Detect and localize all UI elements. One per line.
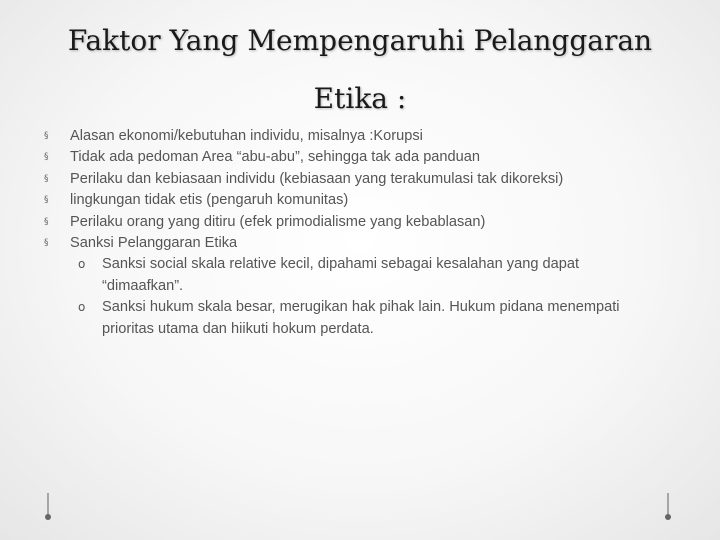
- list-item-text: Perilaku orang yang ditiru (efek primodialisme yang kebablasan): [70, 213, 486, 230]
- decorative-dot-left: [45, 514, 51, 520]
- slide-title-line-2: Etika :: [313, 82, 407, 115]
- list-item: [42, 233, 678, 254]
- list-item-text: lingkungan tidak etis (pengaruh komunitas): [70, 192, 349, 209]
- circle-bullet-icon: o: [78, 300, 86, 315]
- square-bullet-icon: §: [44, 152, 49, 163]
- list-item-text: Perilaku dan kebiasaan individu (kebiasaan yang terakumulasi tak dikoreksi): [70, 170, 564, 187]
- circle-bullet-icon: o: [78, 257, 86, 272]
- sub-list-item-text-line-2: prioritas utama dan hiikuti hokum perdata.: [102, 320, 374, 337]
- sub-list-item: [42, 297, 678, 340]
- square-bullet-icon: §: [44, 195, 49, 206]
- square-bullet-icon: §: [44, 238, 49, 249]
- list-item-text: Tidak ada pedoman Area “abu-abu”, sehingga tak ada panduan: [70, 149, 481, 166]
- square-bullet-icon: §: [44, 216, 49, 227]
- bullet-list: [42, 126, 678, 340]
- list-item-text: Sanksi Pelanggaran Etika: [70, 235, 238, 252]
- square-bullet-icon: §: [44, 173, 49, 184]
- list-item: [42, 126, 678, 147]
- sub-list-item: [42, 254, 678, 297]
- list-item: [42, 169, 678, 190]
- list-item: [42, 147, 678, 168]
- slide-title-line-1: Faktor Yang Mempengaruhi Pelanggaran: [67, 24, 653, 57]
- list-item-text: Alasan ekonomi/kebutuhan individu, misalnya :Korupsi: [70, 128, 423, 144]
- list-item: [42, 212, 678, 233]
- sub-list-item-text-line-2: “dimaafkan”.: [102, 277, 184, 294]
- sub-list-item-text-line-1: Sanksi hukum skala besar, merugikan hak pihak lain. Hukum pidana menempati: [102, 299, 620, 316]
- square-bullet-icon: §: [44, 131, 49, 141]
- list-item: [42, 190, 678, 211]
- sub-list-item-text-line-1: Sanksi social skala relative kecil, dipahami sebagai kesalahan yang dapat: [102, 256, 580, 273]
- decorative-dot-right: [665, 514, 671, 520]
